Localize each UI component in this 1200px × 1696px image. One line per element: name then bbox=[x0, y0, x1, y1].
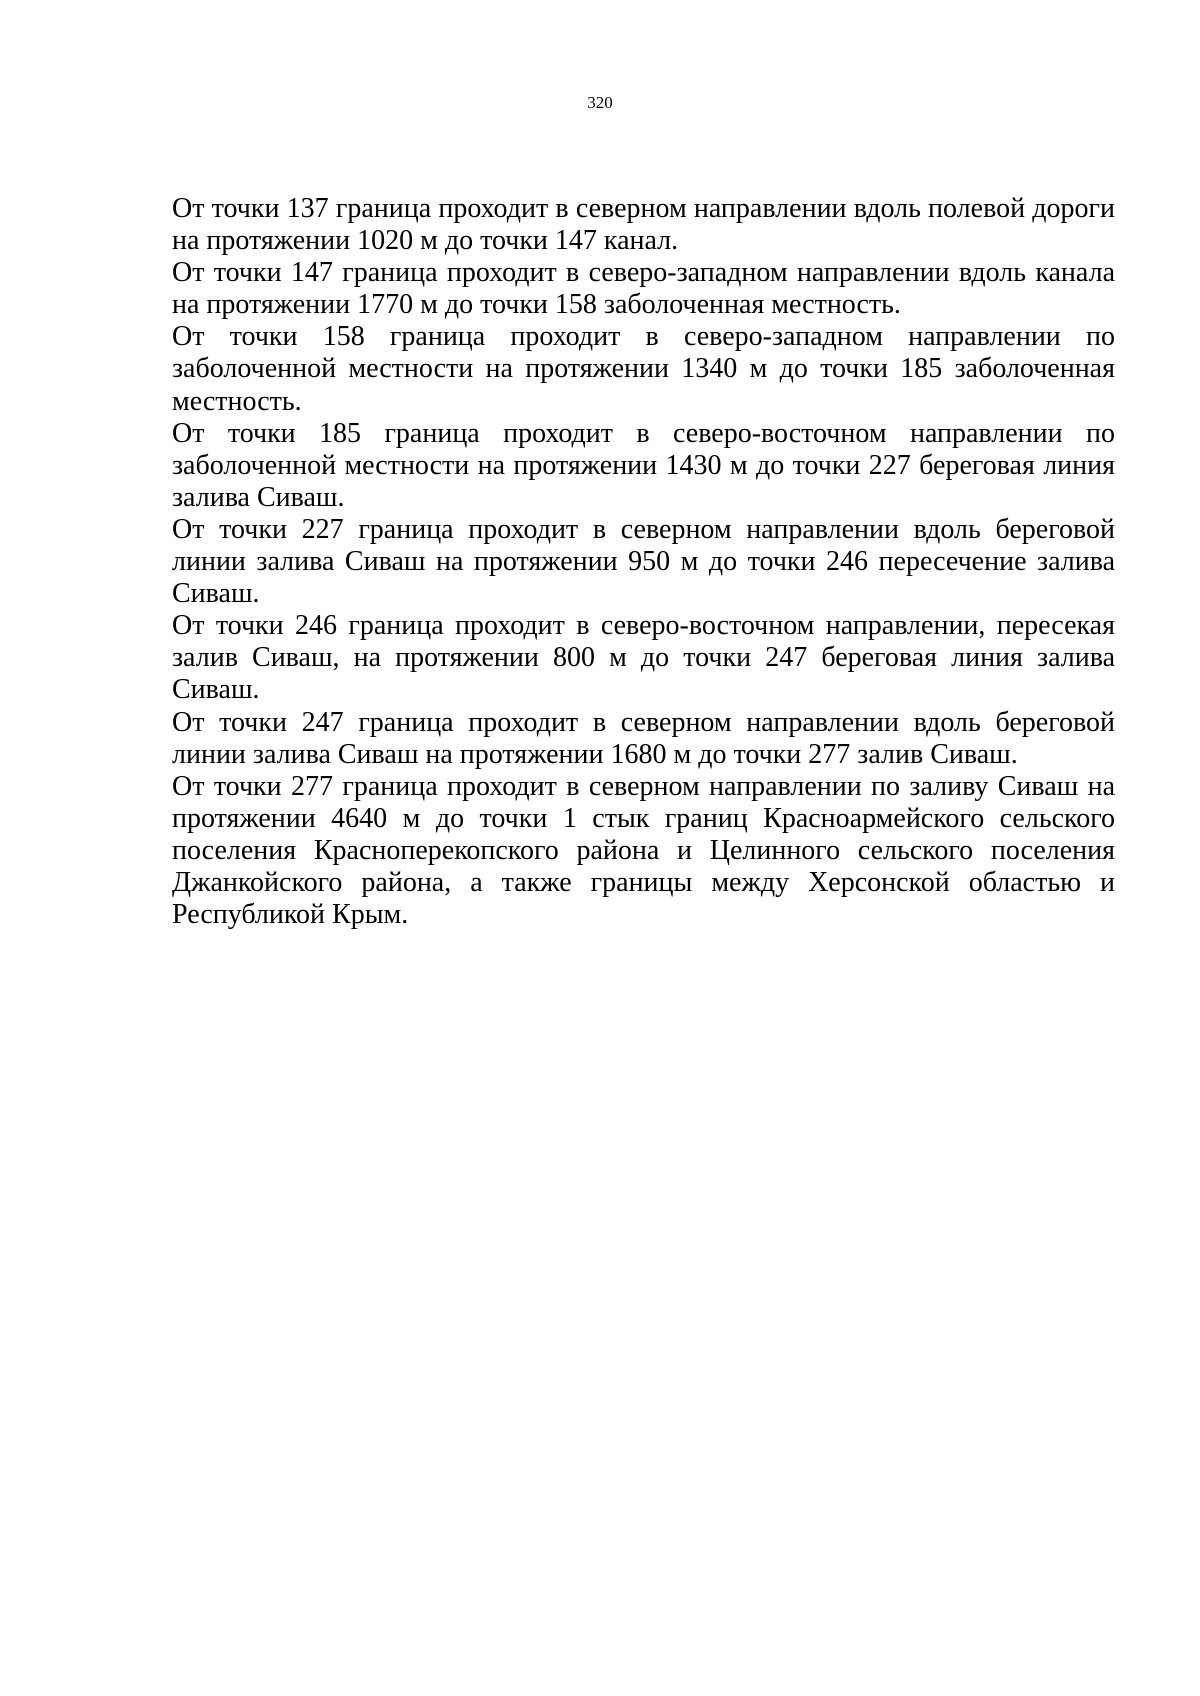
paragraph: От точки 147 граница проходит в северо-западном направлении вдоль канала на протяжении 1770 м до точки 158 заболоченная местность. bbox=[172, 257, 1115, 321]
paragraph: От точки 227 граница проходит в северном направлении вдоль береговой линии залива Сиваш на протяжении 950 м до точки 246 пересечение залива Сиваш. bbox=[172, 513, 1115, 610]
paragraph: От точки 185 граница проходит в северо-восточном направлении по заболоченной местности на протяжении 1430 м до точки 227 береговая линия залива Сиваш. bbox=[172, 417, 1115, 513]
document-body bbox=[172, 193, 1115, 931]
paragraph: От точки 158 граница проходит в северо-западном направлении по заболоченной местности на протяжении 1340 м до точки 185 заболоченная местность. bbox=[172, 321, 1115, 417]
paragraph: От точки 137 граница проходит в северном направлении вдоль полевой дороги на протяжении 1020 м до точки 147 канал. bbox=[172, 193, 1115, 257]
paragraph: От точки 277 граница проходит в северном направлении по заливу Сиваш на протяжении 4640 м до точки 1 стык границ Красноармейского сельского поселения Красноперекопского района и Целинного сельского поселения Джанкойского района, а также границы между Херсонской областью и Республикой Крым. bbox=[172, 770, 1115, 931]
page-number: 320 bbox=[587, 93, 613, 112]
paragraph: От точки 246 граница проходит в северо-восточном направлении, пересекая залив Сиваш, на протяжении 800 м до точки 247 береговая линия залива Сиваш. bbox=[172, 610, 1115, 706]
paragraph: От точки 247 граница проходит в северном направлении вдоль береговой линии залива Сиваш на протяжении 1680 м до точки 277 залив Сиваш. bbox=[172, 706, 1115, 770]
